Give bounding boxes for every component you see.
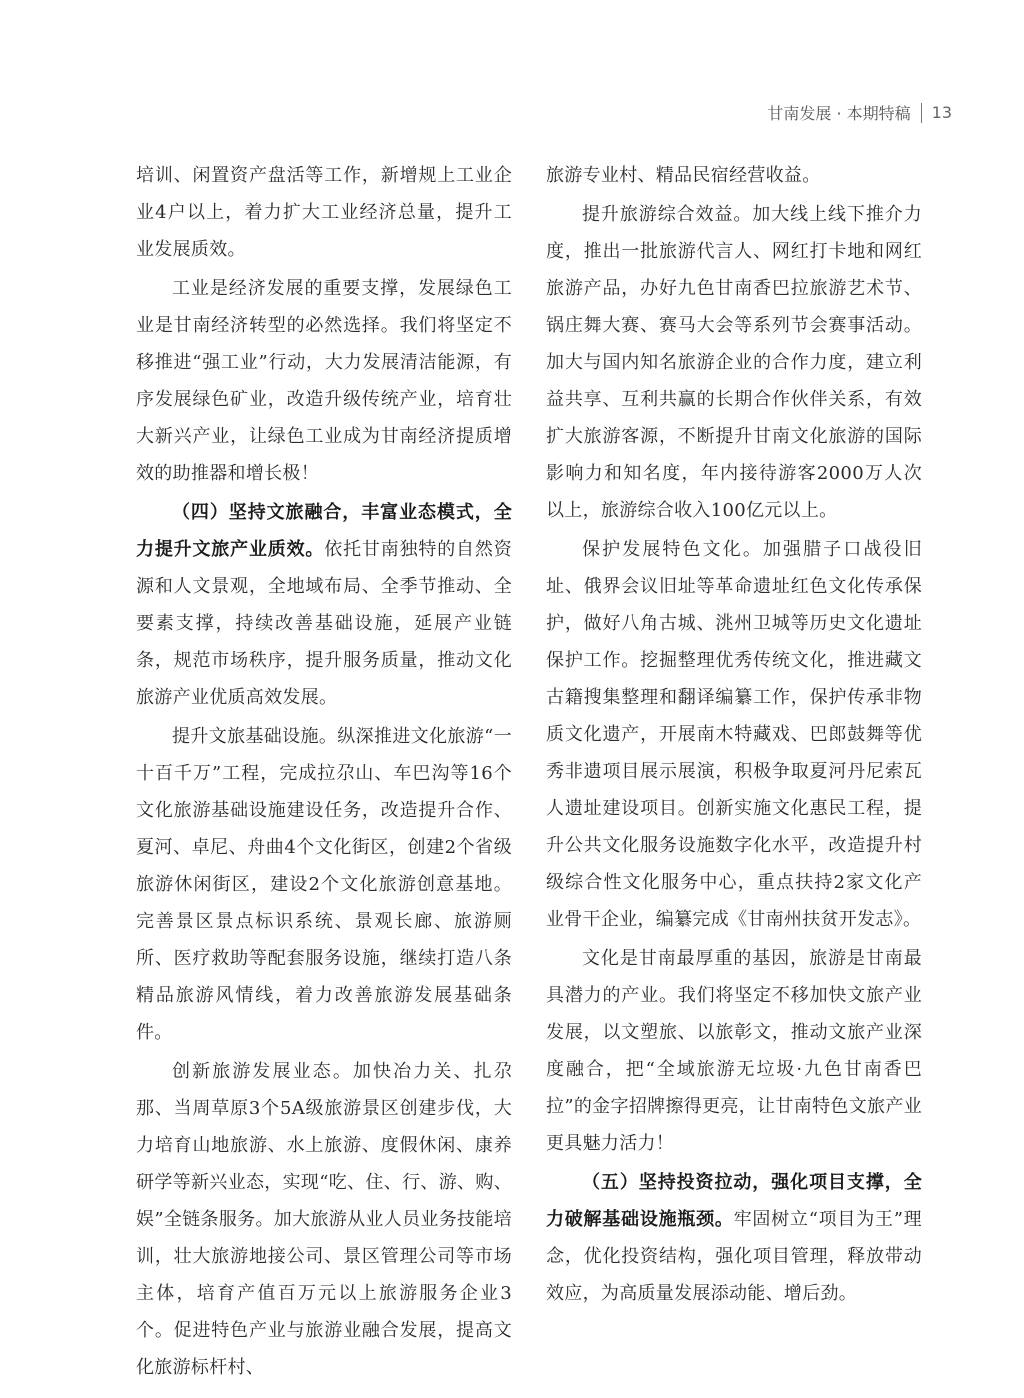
paragraph [136,157,512,268]
paragraph [546,1164,922,1312]
paragraph [546,196,922,529]
paragraph [546,157,922,194]
paragraph-text: 文化是甘南最厚重的基因，旅游是甘南最具潜力的产业。我们将坚定不移加快文旅产业发展，以文塑旅、以旅彰文，推动文旅产业深度融合，把“全域旅游无垃圾·九色甘南香巴拉”的金字招牌擦得更亮，让甘南特色文旅产业更具魅力活力！ [546,948,922,1154]
paragraph-text: 提升文旅基础设施。纵深推进文化旅游“一十百千万”工程，完成拉尕山、车巴沟等16个文化旅游基础设施建设任务，改造提升合作、夏河、卓尼、舟曲4个文化街区，创建2个省级旅游休闲街区，建设2个文化旅游创意基地。完善景区景点标识系统、景观长廊、旅游厕所、医疗救助等配套服务设施，继续打造八条精品旅游风情线，着力改善旅游发展基础条件。 [136,726,512,1043]
paragraph-text: 提升旅游综合效益。加大线上线下推介力度，推出一批旅游代言人、网红打卡地和网红旅游产品，办好九色甘南香巴拉旅游艺术节、锅庄舞大赛、赛马大会等系列节会赛事活动。加大与国内知名旅游企业的合作力度，建立利益共享、互利共赢的长期合作伙伴关系，有效扩大旅游客源，不断提升甘南文化旅游的国际影响力和知名度，年内接待游客2000万人次以上，旅游综合收入100亿元以上。 [546,204,922,521]
paragraph [136,718,512,1051]
paragraph [136,494,512,716]
left-column [136,157,512,1388]
right-column [546,157,922,1314]
paragraph [546,940,922,1162]
paragraph-text: 旅游专业村、精品民宿经营收益。 [546,165,821,186]
page-number: 13 [931,103,952,122]
section-heading: （四）坚持文旅融合，丰富业态模式，全力提升文旅产业质效。 [136,502,512,560]
paragraph [546,531,922,938]
paragraph-text: 培训、闲置资产盘活等工作，新增规上工业企业4户以上，着力扩大工业经济总量，提升工业发展质效。 [136,165,512,260]
section-title: 甘南发展 · 本期特稿 [767,104,911,123]
paragraph-text: 牢固树立“项目为王”理念，优化投资结构，强化项目管理，释放带动效应，为高质量发展添动能、增后劲。 [546,1209,922,1304]
paragraph-text: 依托甘南独特的自然资源和人文景观，全地域布局、全季节推动、全要素支撑，持续改善基础设施，延展产业链条，规范市场秩序，提升服务质量，推动文化旅游产业优质高效发展。 [136,539,513,708]
paragraph-text: 工业是经济发展的重要支撑，发展绿色工业是甘南经济转型的必然选择。我们将坚定不移推进“强工业”行动，大力发展清洁能源，有序发展绿色矿业，改造升级传统产业，培育壮大新兴产业，让绿色工业成为甘南经济提质增效的助推器和增长极！ [136,278,512,484]
header-divider [921,103,922,123]
paragraph-text: 创新旅游发展业态。加快冶力关、扎尕那、当周草原3个5A级旅游景区创建步伐，大力培育山地旅游、水上旅游、度假休闲、康养研学等新兴业态，实现“吃、住、行、游、购、娱”全链条服务。加大旅游从业人员业务技能培训，壮大旅游地接公司、景区管理公司等市场主体，培育产值百万元以上旅游服务企业3个。促进特色产业与旅游业融合发展，提高文化旅游标杆村、 [136,1061,512,1378]
section-heading: （五）坚持投资拉动，强化项目支撑，全力破解基础设施瓶颈。 [546,1172,922,1230]
paragraph-text: 保护发展特色文化。加强腊子口战役旧址、俄界会议旧址等革命遗址红色文化传承保护，做好八角古城、洮州卫城等历史文化遗址保护工作。挖掘整理优秀传统文化，推进藏文古籍搜集整理和翻译编纂工作，保护传承非物质文化遗产，开展南木特藏戏、巴郎鼓舞等优秀非遗项目展示展演，积极争取夏河丹尼索瓦人遗址建设项目。创新实施文化惠民工程，提升公共文化服务设施数字化水平，改造提升村级综合性文化服务中心，重点扶持2家文化产业骨干企业，编纂完成《甘南州扶贫开发志》。 [546,539,922,930]
paragraph [136,1053,512,1386]
running-header [767,101,952,124]
paragraph [136,270,512,492]
